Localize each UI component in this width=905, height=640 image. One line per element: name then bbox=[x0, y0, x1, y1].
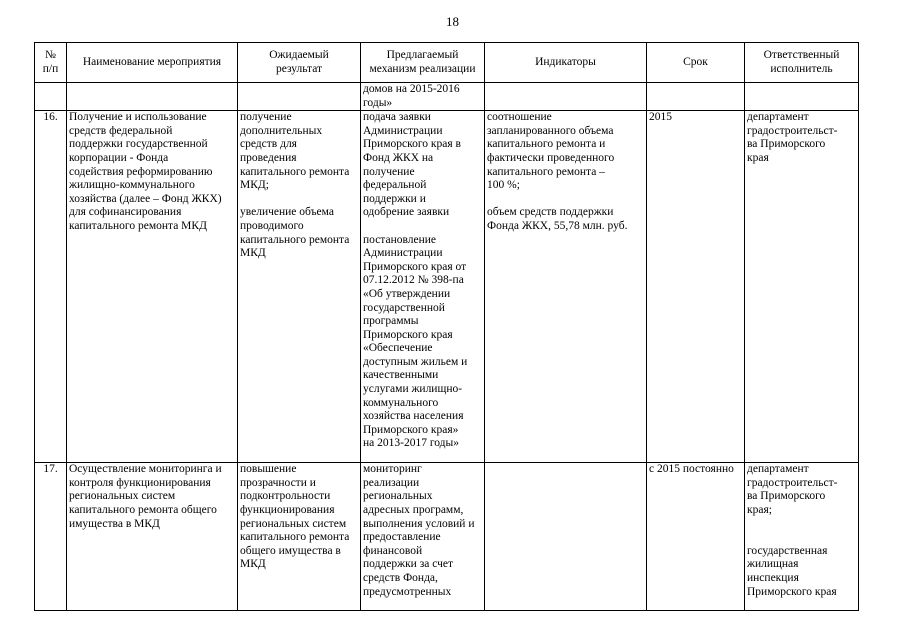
table-row bbox=[35, 111, 859, 463]
cell-num bbox=[35, 83, 67, 111]
cell-indicators: соотношение запланированного объема капитального ремонта и фактически проведенного капитального ремонта – 100 %; объем средств поддержки Фонда ЖКХ, 55,78 млн. руб. bbox=[485, 111, 647, 463]
table-header-row bbox=[35, 43, 859, 83]
cell-mechanism: домов на 2015-2016 годы» bbox=[361, 83, 485, 111]
events-table bbox=[34, 42, 859, 611]
header-indicators: Индикаторы bbox=[485, 43, 647, 83]
table-row bbox=[35, 463, 859, 611]
cell-result: получение дополнительных средств для проведения капитального ремонта МКД; увеличение объема проводимого капитального ремонта МКД bbox=[238, 111, 361, 463]
cell-num: 17. bbox=[35, 463, 67, 611]
cell-term: с 2015 постоянно bbox=[647, 463, 745, 611]
header-num: № п/п bbox=[35, 43, 67, 83]
cell-term bbox=[647, 83, 745, 111]
cell-term: 2015 bbox=[647, 111, 745, 463]
cell-num: 16. bbox=[35, 111, 67, 463]
cell-mechanism: подача заявки Администрации Приморского края в Фонд ЖКХ на получение федеральной поддержки и одобрение заявки постановление Администрации Приморского края от 07.12.2012 № 398-па «Об утверждении государственной программы Приморского края «Обеспечение доступным жильем и качественными услугами жилищно- коммунального хозяйства населения Приморского края» на 2013-2017 годы» bbox=[361, 111, 485, 463]
cell-name bbox=[67, 83, 238, 111]
cell-indicators bbox=[485, 83, 647, 111]
header-responsible: Ответственный исполнитель bbox=[745, 43, 859, 83]
header-mechanism: Предлагаемый механизм реализации bbox=[361, 43, 485, 83]
cell-responsible bbox=[745, 83, 859, 111]
header-result: Ожидаемый результат bbox=[238, 43, 361, 83]
header-name: Наименование мероприятия bbox=[67, 43, 238, 83]
page-number: 18 bbox=[446, 14, 459, 29]
header-term: Срок bbox=[647, 43, 745, 83]
cell-result: повышение прозрачности и подконтрольности функционирования региональных систем капитального ремонта общего имущества в МКД bbox=[238, 463, 361, 611]
cell-name: Получение и использование средств федеральной поддержки государственной корпорации - Фонда содействия реформированию жилищно-коммунального хозяйства (далее – Фонд ЖКХ) для софинансирования капитального ремонта МКД bbox=[67, 111, 238, 463]
cell-name: Осуществление мониторинга и контроля функционирования региональных систем капитального ремонта общего имущества в МКД bbox=[67, 463, 238, 611]
cell-mechanism: мониторинг реализации региональных адресных программ, выполнения условий и предоставление финансовой поддержки за счет средств Фонда, предусмотренных bbox=[361, 463, 485, 611]
table-row-continued bbox=[35, 83, 859, 111]
cell-result bbox=[238, 83, 361, 111]
cell-indicators bbox=[485, 463, 647, 611]
cell-responsible: департамент градостроительст- ва Приморского края; государственная жилищная инспекция Приморского края bbox=[745, 463, 859, 611]
cell-responsible: департамент градостроительст- ва Приморского края bbox=[745, 111, 859, 463]
